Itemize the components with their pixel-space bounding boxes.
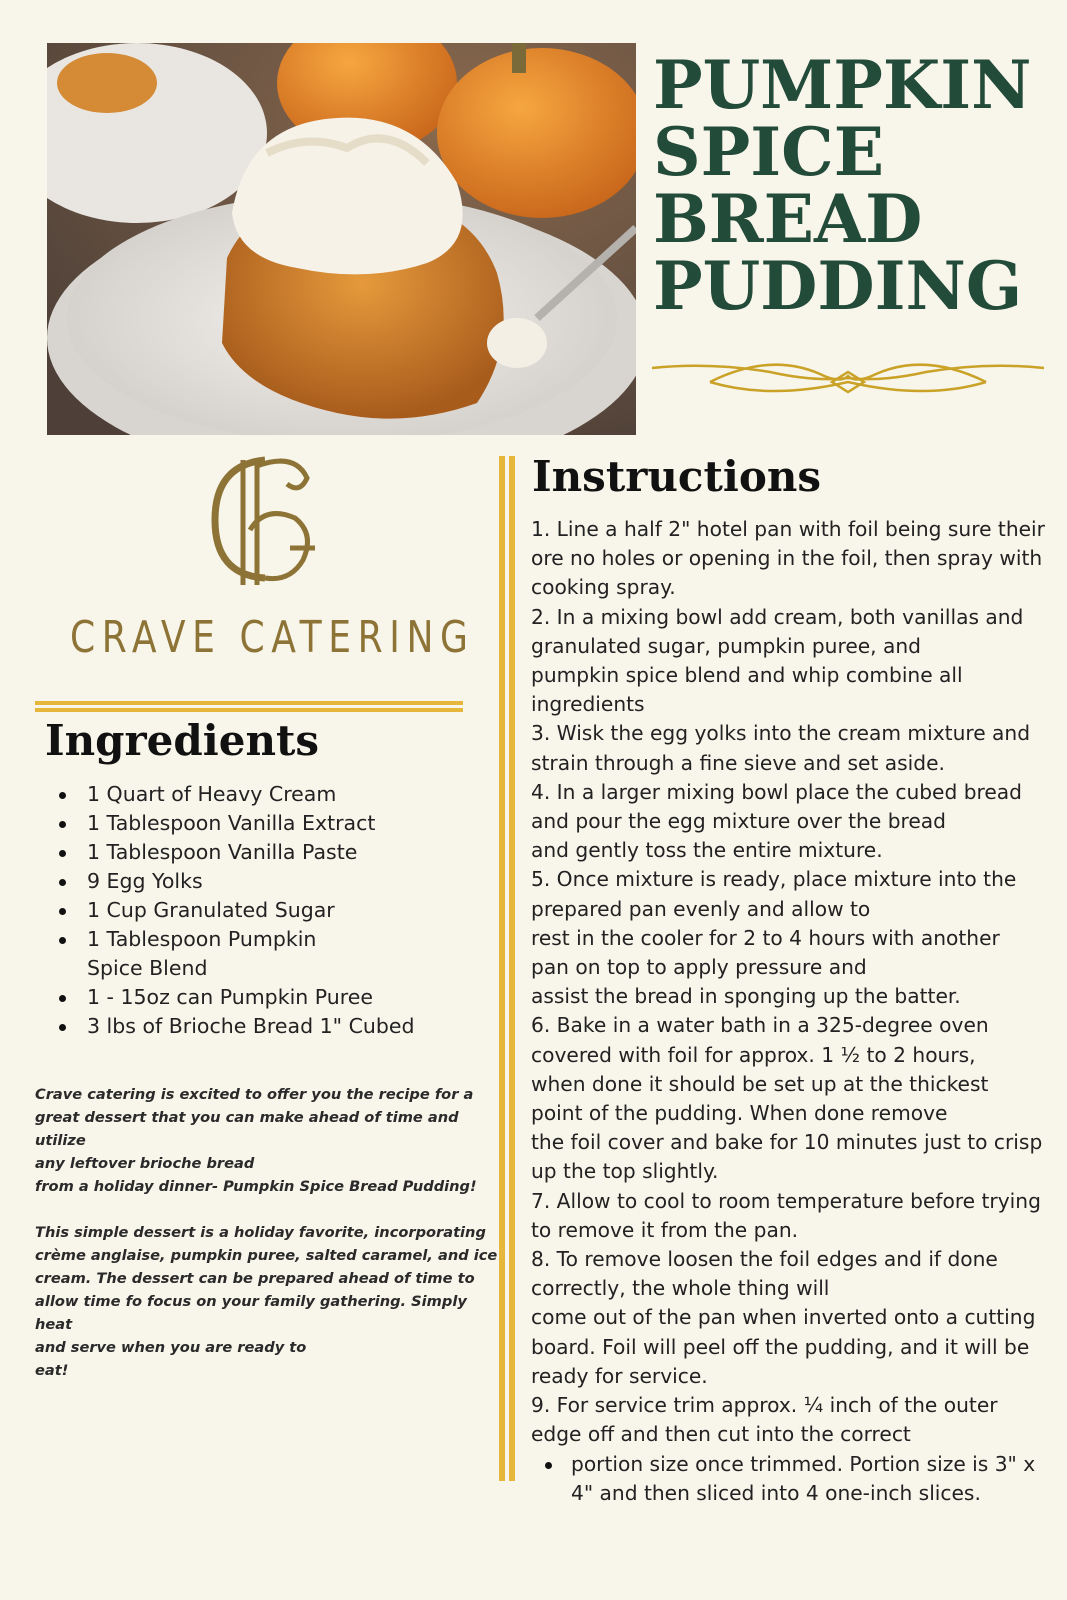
title-line: PUMPKIN — [653, 46, 1032, 124]
list-item: 3 lbs of Brioche Bread 1" Cubed — [55, 1012, 455, 1041]
intro-line: eat! — [35, 1362, 69, 1379]
brand-name: CRAVE CATERING — [70, 612, 475, 663]
pudding-illustration — [47, 43, 636, 435]
list-item: 9 Egg Yolks — [55, 867, 455, 896]
instruction-line: up the top slightly. — [531, 1159, 719, 1184]
instruction-line: to remove it from the pan. — [531, 1217, 799, 1242]
intro-line: Crave catering is excited to offer you the recipe for a — [35, 1086, 474, 1103]
intro-text — [35, 1083, 500, 1382]
intro-line: crème anglaise, pumpkin puree, salted caramel, and ice — [35, 1247, 498, 1264]
list-item: 1 Quart of Heavy Cream — [55, 780, 455, 809]
list-item: 1 Tablespoon Vanilla Paste — [55, 838, 455, 867]
instruction-line: 6. Bake in a water bath in a 325-degree oven — [531, 1013, 989, 1038]
intro-line: from a holiday dinner- Pumpkin Spice Bread Pudding! — [35, 1178, 477, 1195]
instruction-line: 3. Wisk the egg yolks into the cream mixture and — [531, 721, 1031, 746]
instruction-line: 4. In a larger mixing bowl place the cubed bread — [531, 779, 1022, 804]
instruction-line: ready for service. — [531, 1363, 708, 1388]
instruction-line: granulated sugar, pumpkin puree, and — [531, 633, 921, 658]
dessert-photo — [47, 43, 636, 435]
instruction-line: the foil cover and bake for 10 minutes just to crisp — [531, 1130, 1043, 1155]
instruction-line: board. Foil will peel off the pudding, and it will be — [531, 1334, 1030, 1359]
instruction-line: strain through a fine sieve and set aside. — [531, 750, 945, 775]
instruction-line: ore no holes or opening in the foil, then spray with — [531, 546, 1043, 571]
instruction-line: correctly, the whole thing will — [531, 1276, 830, 1301]
intro-line: great dessert that you can make ahead of time and utilize — [35, 1109, 459, 1149]
list-item: 1 Tablespoon Pumpkin Spice Blend — [55, 925, 377, 983]
instruction-line: pan on top to apply pressure and — [531, 955, 867, 980]
instruction-line: and pour the egg mixture over the bread — [531, 809, 946, 834]
instruction-line: point of the pudding. When done remove — [531, 1101, 948, 1126]
instruction-line: when done it should be set up at the thickest — [531, 1071, 989, 1096]
instruction-line: 8. To remove loosen the foil edges and if done — [531, 1247, 998, 1272]
instruction-bullet-list — [531, 1450, 1046, 1508]
intro-line: allow time fo focus on your family gathering. Simply heat — [35, 1293, 467, 1333]
list-item: 1 - 15oz can Pumpkin Puree — [55, 983, 455, 1012]
intro-line: and serve when you are ready to — [35, 1339, 307, 1356]
instruction-line: rest in the cooler for 2 to 4 hours with another — [531, 925, 1000, 950]
instruction-line: covered with foil for approx. 1 ½ to 2 hours, — [531, 1042, 976, 1067]
instruction-line: ingredients — [531, 692, 645, 717]
gold-divider — [35, 701, 463, 713]
cc-monogram-logo — [195, 450, 335, 600]
instruction-line: assist the bread in sponging up the batter. — [531, 984, 961, 1009]
gold-flourish-ornament — [650, 352, 1046, 404]
intro-line: cream. The dessert can be prepared ahead of time to — [35, 1270, 475, 1287]
list-item: 1 Tablespoon Vanilla Extract — [55, 809, 455, 838]
instruction-line: 9. For service trim approx. ¼ inch of the outer — [531, 1393, 998, 1418]
title-line: PUDDING — [653, 247, 1023, 325]
intro-line: This simple dessert is a holiday favorite, incorporating — [35, 1224, 486, 1241]
ingredients-list — [55, 780, 455, 1041]
gold-vertical-divider — [499, 456, 521, 1481]
instruction-line: and gently toss the entire mixture. — [531, 838, 883, 863]
title-line: BREAD — [653, 180, 923, 258]
list-item: 1 Cup Granulated Sugar — [55, 896, 455, 925]
instruction-line: cooking spray. — [531, 575, 676, 600]
recipe-title — [653, 46, 1053, 325]
intro-line: any leftover brioche bread — [35, 1155, 255, 1172]
instruction-line: pumpkin spice blend and whip combine all — [531, 663, 963, 688]
instruction-line: prepared pan evenly and allow to — [531, 896, 871, 921]
instruction-line: 7. Allow to cool to room temperature before trying — [531, 1188, 1041, 1213]
instruction-line: 2. In a mixing bowl add cream, both vanillas and — [531, 604, 1024, 629]
instructions-heading: Instructions — [532, 452, 822, 501]
ingredients-heading: Ingredients — [45, 716, 320, 765]
instruction-line: 1. Line a half 2" hotel pan with foil being sure their — [531, 517, 1045, 541]
instructions-text — [531, 515, 1046, 1508]
instruction-line: edge off and then cut into the correct — [531, 1422, 911, 1447]
instruction-line: come out of the pan when inverted onto a cutting — [531, 1305, 1036, 1330]
title-line: SPICE — [653, 113, 884, 191]
instruction-line: 5. Once mixture is ready, place mixture into the — [531, 867, 1017, 892]
list-item: portion size once trimmed. Portion size is 3" x 4" and then sliced into 4 one-inch slices. — [531, 1450, 1046, 1508]
